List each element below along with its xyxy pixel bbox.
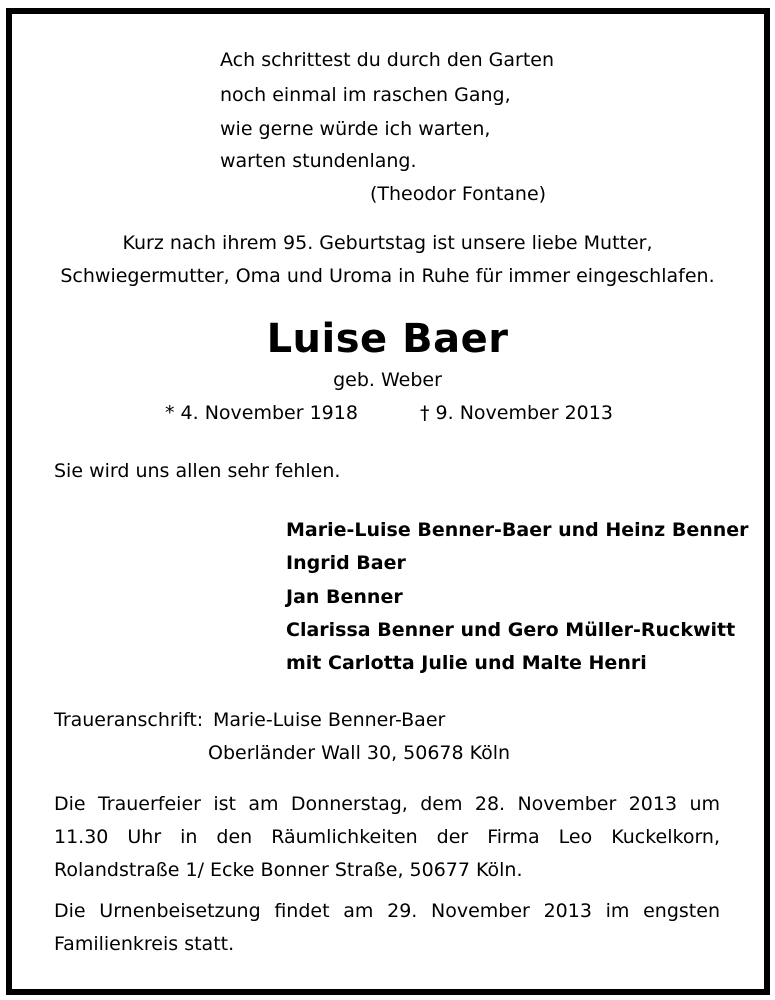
address-street: Oberländer Wall 30, 50678 Köln — [208, 742, 511, 764]
maiden-name: geb. Weber — [333, 369, 442, 391]
mourner-4: Clarissa Benner und Gero Müller-Ruckwitt — [286, 619, 736, 641]
poem-line-2: noch einmal im raschen Gang, — [220, 84, 511, 106]
address-name: Marie-Luise Benner-Baer — [213, 709, 446, 731]
intro-line-1: Kurz nach ihrem 95. Geburtstag ist unsere liebe Mutter, — [122, 232, 653, 254]
mourner-1: Marie-Luise Benner-Baer und Heinz Benner — [286, 519, 749, 541]
poem-line-3: wie gerne würde ich warten, — [220, 118, 491, 140]
mourner-5: mit Carlotta Julie und Malte Henri — [286, 652, 647, 674]
deceased-name: Luise Baer — [266, 316, 509, 362]
intro-line-2: Schwiegermutter, Oma und Uroma in Ruhe für immer eingeschlafen. — [60, 265, 715, 287]
mourner-2: Ingrid Baer — [286, 552, 406, 574]
burial-paragraph: Die Urnenbeisetzung findet am 29. November 2013 im engsten Familienkreis statt. — [54, 900, 720, 955]
address-label: Traueranschrift: — [54, 709, 204, 731]
poem-line-4: warten stundenlang. — [220, 150, 417, 172]
mourner-3: Jan Benner — [286, 586, 403, 608]
ceremony-paragraph: Die Trauerfeier ist am Donnerstag, dem 28. November 2013 um 11.30 Uhr in den Räumlichkeiten der Firma Leo Kuckelkorn, Rolandstraße 1/ Ecke Bonner Straße, 50677 Köln. — [54, 793, 720, 881]
poem-author: (Theodor Fontane) — [370, 183, 547, 205]
farewell-text: Sie wird uns allen sehr fehlen. — [54, 460, 341, 482]
poem-line-1: Ach schrittest du durch den Garten — [220, 49, 555, 71]
death-date: † 9. November 2013 — [420, 402, 613, 424]
birth-date: * 4. November 1918 — [165, 402, 358, 424]
